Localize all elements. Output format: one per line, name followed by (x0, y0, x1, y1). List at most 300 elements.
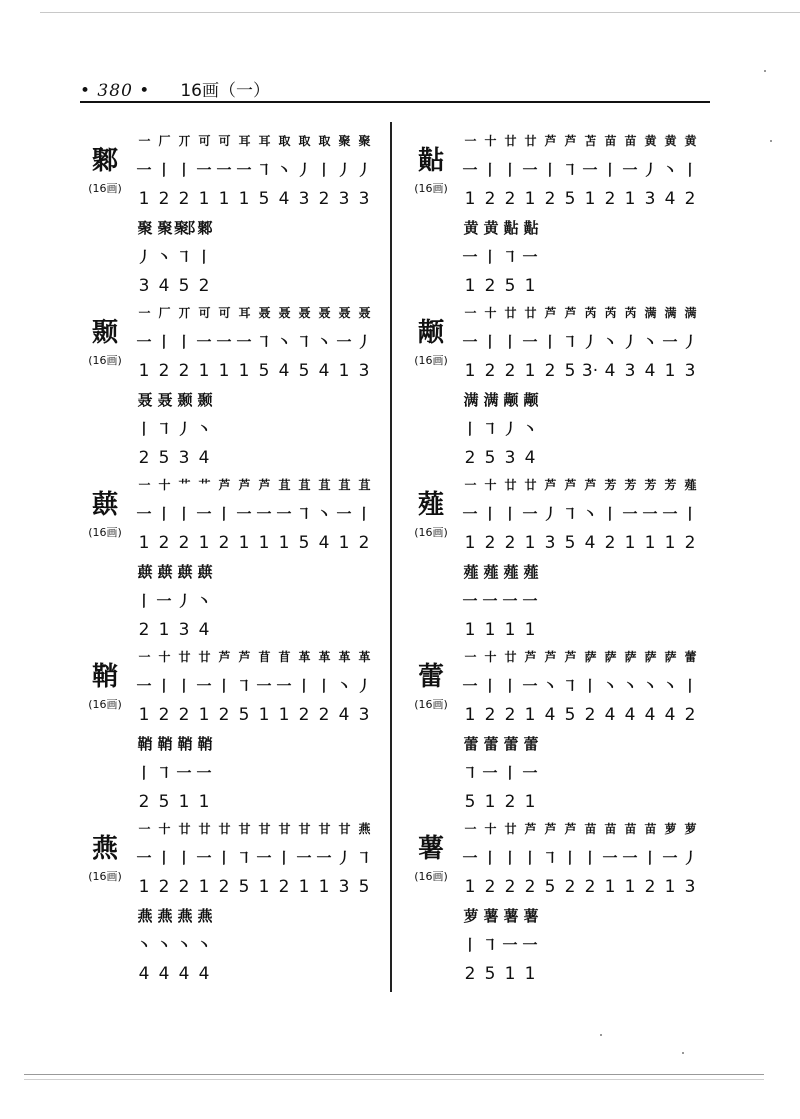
strokes-cell: 一 (156, 592, 172, 610)
progress-cell: 苴 (298, 478, 310, 492)
codes-cell: 1 (158, 619, 170, 640)
codes-cell: 2 (484, 532, 496, 553)
strokes-cell: 丨 (542, 333, 558, 351)
progress-cell: 芦 (524, 650, 536, 664)
strokes-cell: 丶 (662, 677, 678, 695)
progress-cell: 甘 (238, 822, 250, 836)
progress last-row (134, 729, 384, 758)
codes-cell: 1 (644, 532, 656, 553)
strokes-cell: ㇕ (356, 849, 372, 867)
progress-cell: 廿 (504, 478, 516, 492)
codes-cell: 4 (644, 360, 656, 381)
progress-cell: 取 (278, 134, 290, 148)
codes-cell: 4 (664, 704, 676, 725)
codes-cell: 2 (584, 876, 596, 897)
codes-cell: 2 (504, 360, 516, 381)
character-entry (80, 126, 380, 298)
progress-cell: 苫 (584, 134, 596, 148)
progress-cell: 一 (138, 650, 150, 664)
progress-cell: 十 (158, 650, 170, 664)
strokes-cell: 丨 (642, 849, 658, 867)
codes-cell: 4 (318, 532, 330, 553)
progress-cell: 鞘 (157, 735, 171, 753)
strokes-cell: ㇕ (156, 420, 172, 438)
strokes-cell: 一 (276, 677, 292, 695)
stroke-count-label: (16画) (414, 698, 448, 711)
codes-cell: 2 (464, 963, 476, 984)
codes-cell: 1 (138, 188, 150, 209)
progress-cell: 芦 (544, 134, 556, 148)
strokes-cell: 丿 (622, 333, 638, 351)
progress-cell: 聚 (338, 134, 350, 148)
progress-cell: 十 (484, 478, 496, 492)
strokes-cell: 一 (642, 505, 658, 523)
progress-cell: 芳 (644, 478, 656, 492)
progress-cell: 燕 (197, 907, 211, 925)
progress-cell: 聂 (318, 306, 330, 320)
stroke-count-label: (16画) (414, 526, 448, 539)
strokes-cell: 丶 (642, 333, 658, 351)
codes-cell: 1 (198, 360, 210, 381)
strokes-cell: 丿 (356, 161, 372, 179)
stroke-order-table (460, 814, 710, 988)
progress-cell: 蕾 (684, 650, 696, 664)
codes-cell: 5 (298, 532, 310, 553)
strokes-cell: 丨 (542, 161, 558, 179)
progress-cell: 一 (138, 134, 150, 148)
progress-cell: 芮 (604, 306, 616, 320)
codes-cell: 4 (644, 704, 656, 725)
progress-cell: 芮 (584, 306, 596, 320)
strokes-cell: 丨 (482, 248, 498, 266)
character-entry (80, 642, 380, 814)
progress-cell: 芦 (564, 478, 576, 492)
progress-cell: 萨 (644, 650, 656, 664)
codes-cell: 4 (138, 963, 150, 984)
progress-cell: 苗 (604, 134, 616, 148)
left-column (80, 126, 380, 986)
progress-cell: 满 (463, 391, 477, 409)
strokes-cell: 丨 (462, 936, 478, 954)
progress-cell: 廿 (198, 822, 210, 836)
progress-cell: 薤 (483, 563, 497, 581)
codes-cell: 1 (464, 360, 476, 381)
strokes-cell: 丨 (296, 677, 312, 695)
strokes-cell: 丨 (216, 505, 232, 523)
scan-speck (600, 1034, 602, 1036)
progress-row (460, 126, 710, 155)
progress-cell: 耳 (238, 306, 250, 320)
strokes-cell: ㇕ (562, 677, 578, 695)
codes-row (134, 615, 384, 644)
progress-cell: 一 (138, 822, 150, 836)
strokes-cell: 一 (522, 764, 538, 782)
strokes-cell: 丨 (482, 677, 498, 695)
codes-cell: 1 (178, 791, 190, 812)
progress-cell: 薤 (523, 563, 537, 581)
codes-cell: 2 (138, 619, 150, 640)
strokes-cell: 丨 (482, 333, 498, 351)
progress-cell: 芦 (238, 650, 250, 664)
progress-cell: 廿 (504, 306, 516, 320)
codes-cell: 3 (138, 275, 150, 296)
codes-cell: 2 (484, 360, 496, 381)
progress-cell: 厂 (158, 134, 170, 148)
entry-head (406, 660, 456, 712)
head-character: 鄹 (91, 146, 118, 176)
strokes-row (134, 155, 384, 184)
strokes-cell: 丶 (196, 592, 212, 610)
progress-cell: 燕 (358, 822, 370, 836)
progress-cell: 颟 (503, 391, 517, 409)
progress-cell: 耳 (238, 134, 250, 148)
progress-cell: 苗 (644, 822, 656, 836)
strokes-row (134, 843, 384, 872)
character-entry (80, 470, 380, 642)
progress-cell: 鞘 (137, 735, 151, 753)
strokes-cell: 丶 (316, 333, 332, 351)
strokes-cell: 一 (216, 333, 232, 351)
strokes-cell: 丶 (522, 420, 538, 438)
codes-cell: 1 (604, 876, 616, 897)
strokes-row (460, 843, 710, 872)
codes-cell: 1 (524, 360, 536, 381)
codes-cell: 4 (604, 704, 616, 725)
progress-cell: 薤 (684, 478, 696, 492)
progress-cell: 鄹 (197, 219, 211, 237)
progress-cell: 苗 (624, 822, 636, 836)
codes-cell: 2 (504, 791, 516, 812)
progress-cell: 颟 (523, 391, 537, 409)
strokes-cell: 丨 (482, 505, 498, 523)
strokes-cell: 丨 (502, 677, 518, 695)
page-number: • 380 • (80, 81, 151, 101)
strokes-cell: 丨 (502, 161, 518, 179)
strokes-cell: 一 (462, 505, 478, 523)
strokes-row (134, 414, 384, 443)
progress-cell: 廿 (524, 134, 536, 148)
strokes-cell: 丨 (502, 333, 518, 351)
progress-cell: 薯 (523, 907, 537, 925)
codes-cell: 1 (338, 532, 350, 553)
strokes-cell: 丿 (682, 333, 698, 351)
strokes-cell: 一 (236, 333, 252, 351)
strokes-cell: 丿 (356, 677, 372, 695)
progress-cell: 甘 (258, 822, 270, 836)
progress-cell: 十 (484, 306, 496, 320)
progress-cell: 甘 (298, 822, 310, 836)
codes-cell: 1 (624, 876, 636, 897)
strokes-cell: 一 (196, 161, 212, 179)
strokes-cell: ㇕ (562, 161, 578, 179)
progress-cell: 苜 (258, 650, 270, 664)
codes-row (134, 700, 384, 729)
codes-cell: 1 (198, 188, 210, 209)
head-character: 颟 (417, 318, 444, 348)
progress-cell: 芦 (218, 650, 230, 664)
progress-cell: 芮 (624, 306, 636, 320)
head-character: 颞 (91, 318, 118, 348)
progress-cell: 萨 (584, 650, 596, 664)
codes-cell: 2 (178, 360, 190, 381)
progress-cell: 满 (644, 306, 656, 320)
progress-cell: 聚 (157, 219, 171, 237)
strokes-cell: 丨 (176, 677, 192, 695)
progress-cell: 薯 (483, 907, 497, 925)
codes-cell: 4 (544, 704, 556, 725)
entry-head (80, 144, 130, 196)
codes-row (460, 700, 710, 729)
progress-cell: 取 (318, 134, 330, 148)
progress-cell: 芳 (664, 478, 676, 492)
codes-cell: 2 (218, 532, 230, 553)
progress-cell: 苴 (358, 478, 370, 492)
codes-cell: 5 (258, 360, 270, 381)
strokes-cell: 一 (462, 849, 478, 867)
codes-row (460, 528, 710, 557)
codes-row (460, 184, 710, 213)
strokes-cell: ㇕ (156, 764, 172, 782)
progress last-row (134, 385, 384, 414)
codes-row (460, 356, 710, 385)
progress-cell: 一 (464, 650, 476, 664)
progress-cell: 萨 (624, 650, 636, 664)
codes-row (460, 872, 710, 901)
codes-cell: 2 (484, 188, 496, 209)
codes-cell: 1 (524, 275, 536, 296)
progress-cell: 苴 (318, 478, 330, 492)
strokes-cell: 丿 (502, 420, 518, 438)
codes-cell: 5 (178, 275, 190, 296)
codes-cell: 2 (504, 876, 516, 897)
strokes-cell: 丨 (136, 764, 152, 782)
progress-cell: 聚阝 (174, 219, 201, 237)
codes-cell: 1 (464, 275, 476, 296)
codes-cell: 2 (604, 188, 616, 209)
character-entry (406, 470, 706, 642)
codes-cell: 5 (484, 963, 496, 984)
progress last-row (134, 557, 384, 586)
progress-cell: 聂 (278, 306, 290, 320)
progress-cell: 鞘 (177, 735, 191, 753)
strokes-cell: 一 (236, 161, 252, 179)
codes-cell: 1 (624, 532, 636, 553)
codes-row (134, 959, 384, 988)
strokes-cell: 一 (136, 849, 152, 867)
progress-cell: 芦 (544, 306, 556, 320)
strokes-cell: 丿 (296, 161, 312, 179)
progress-cell: 黄 (684, 134, 696, 148)
codes-cell: 3 (544, 532, 556, 553)
progress-row (134, 814, 384, 843)
strokes-row (134, 327, 384, 356)
codes-cell: 2 (178, 876, 190, 897)
strokes-cell: 丨 (156, 161, 172, 179)
strokes-cell: ㇕ (462, 764, 478, 782)
codes-cell: 2 (358, 532, 370, 553)
progress-cell: 聂 (137, 391, 151, 409)
strokes-cell: 一 (462, 161, 478, 179)
codes-cell: 1 (484, 619, 496, 640)
strokes-cell: 丨 (156, 333, 172, 351)
progress-cell: 苗 (604, 822, 616, 836)
strokes-cell: 丨 (276, 849, 292, 867)
strokes-cell: 丨 (482, 161, 498, 179)
column-divider (390, 122, 392, 992)
codes-cell: 3 (644, 188, 656, 209)
progress-cell: 聚 (137, 219, 151, 237)
strokes-cell: 丨 (136, 592, 152, 610)
progress-cell: 满 (684, 306, 696, 320)
codes-cell: 2 (564, 876, 576, 897)
entry-head (406, 144, 456, 196)
strokes-cell: 丨 (156, 677, 172, 695)
codes-cell: 1 (138, 704, 150, 725)
progress-row (134, 642, 384, 671)
strokes-cell: 一 (462, 592, 478, 610)
strokes-row (460, 586, 710, 615)
entry-head (80, 832, 130, 884)
progress-cell: 苜 (278, 650, 290, 664)
strokes-cell: ㇕ (176, 248, 192, 266)
strokes-cell: 丨 (316, 161, 332, 179)
codes-cell: 3 (358, 188, 370, 209)
codes-cell: 1 (524, 619, 536, 640)
codes-cell: 1 (238, 532, 250, 553)
codes-cell: 2 (504, 532, 516, 553)
codes-cell: 2 (178, 188, 190, 209)
stroke-order-table (134, 126, 384, 300)
progress-cell: 丌 (178, 306, 190, 320)
codes-cell: 2 (218, 876, 230, 897)
codes-cell: 1 (524, 791, 536, 812)
strokes-cell: 丨 (176, 161, 192, 179)
strokes-cell: 一 (522, 936, 538, 954)
strokes-cell: 一 (462, 333, 478, 351)
progress-cell: 可 (198, 134, 210, 148)
character-entry (406, 298, 706, 470)
strokes-cell: 一 (196, 764, 212, 782)
stroke-count-label: (16画) (414, 354, 448, 367)
codes-cell: 3 (178, 447, 190, 468)
codes-cell: 3 (298, 188, 310, 209)
progress-cell: 苗 (584, 822, 596, 836)
codes-cell: 2 (178, 532, 190, 553)
codes-cell: 2 (684, 704, 696, 725)
codes-cell: 5 (564, 188, 576, 209)
progress-cell: 甘 (318, 822, 330, 836)
codes-cell: 1 (218, 360, 230, 381)
codes-cell: 1 (504, 619, 516, 640)
stroke-order-table (134, 642, 384, 816)
codes-cell: 1 (524, 188, 536, 209)
entry-head (406, 316, 456, 368)
strokes-cell: 一 (462, 248, 478, 266)
strokes-cell: 丶 (602, 677, 618, 695)
strokes-cell: 丶 (196, 420, 212, 438)
progress-cell: 苴 (338, 478, 350, 492)
progress-cell: 萝 (664, 822, 676, 836)
codes-cell: 1 (664, 532, 676, 553)
codes-cell: 2 (318, 704, 330, 725)
progress-cell: 芦 (258, 478, 270, 492)
stroke-count-label: (16画) (414, 182, 448, 195)
head-character: 薯 (417, 834, 444, 864)
codes-row (134, 787, 384, 816)
strokes-cell: 丨 (502, 849, 518, 867)
progress-cell: 聂 (338, 306, 350, 320)
codes-cell: 3 (504, 447, 516, 468)
progress-cell: 可 (198, 306, 210, 320)
codes-cell: 1 (218, 188, 230, 209)
strokes-row (460, 242, 710, 271)
codes-cell: 1 (338, 360, 350, 381)
codes-cell: 1 (198, 791, 210, 812)
codes-cell: 1 (464, 188, 476, 209)
progress-cell: 艹 (178, 478, 190, 492)
stroke-count-label: (16画) (88, 870, 122, 883)
strokes-cell: 丶 (276, 161, 292, 179)
strokes-cell: 丶 (336, 677, 352, 695)
codes-cell: 2 (158, 704, 170, 725)
codes-row (460, 271, 710, 300)
progress-cell: 革 (338, 650, 350, 664)
strokes-cell: 丨 (682, 161, 698, 179)
entry-head (80, 316, 130, 368)
strokes-cell: 一 (482, 592, 498, 610)
codes-cell: 2 (604, 532, 616, 553)
codes-cell: 5 (564, 360, 576, 381)
progress-cell: 苴 (278, 478, 290, 492)
strokes-cell: 丶 (156, 936, 172, 954)
progress-cell: 燕 (157, 907, 171, 925)
codes-cell: 3· (581, 360, 599, 381)
codes-cell: 1 (258, 704, 270, 725)
character-entry (406, 642, 706, 814)
progress-cell: 一 (464, 478, 476, 492)
codes-cell: 1 (138, 532, 150, 553)
codes-cell: 1 (258, 532, 270, 553)
strokes-cell: ㇕ (236, 677, 252, 695)
codes-cell: 1 (664, 876, 676, 897)
strokes-cell: 一 (216, 161, 232, 179)
codes-cell: 4 (158, 275, 170, 296)
codes-cell: 4 (278, 360, 290, 381)
strokes-cell: 丨 (682, 677, 698, 695)
character-entry (80, 814, 380, 986)
codes-cell: 2 (524, 876, 536, 897)
codes-cell: 2 (198, 275, 210, 296)
progress last-row (460, 385, 710, 414)
progress-cell: 满 (483, 391, 497, 409)
strokes-row (134, 242, 384, 271)
stroke-count-label: (16画) (88, 182, 122, 195)
strokes-row (460, 758, 710, 787)
head-character: 蕾 (417, 662, 444, 692)
progress-cell: 丌 (178, 134, 190, 148)
strokes-cell: 一 (336, 333, 352, 351)
codes-row (134, 271, 384, 300)
strokes-cell: 丨 (136, 420, 152, 438)
codes-cell: 1 (524, 704, 536, 725)
section-title: 16画（一） (180, 81, 270, 101)
strokes-cell: ㇕ (482, 936, 498, 954)
progress-cell: 萨 (664, 650, 676, 664)
progress-cell: 革 (298, 650, 310, 664)
strokes-cell: 丨 (522, 849, 538, 867)
strokes-cell: 丨 (562, 849, 578, 867)
progress-cell: 一 (464, 134, 476, 148)
